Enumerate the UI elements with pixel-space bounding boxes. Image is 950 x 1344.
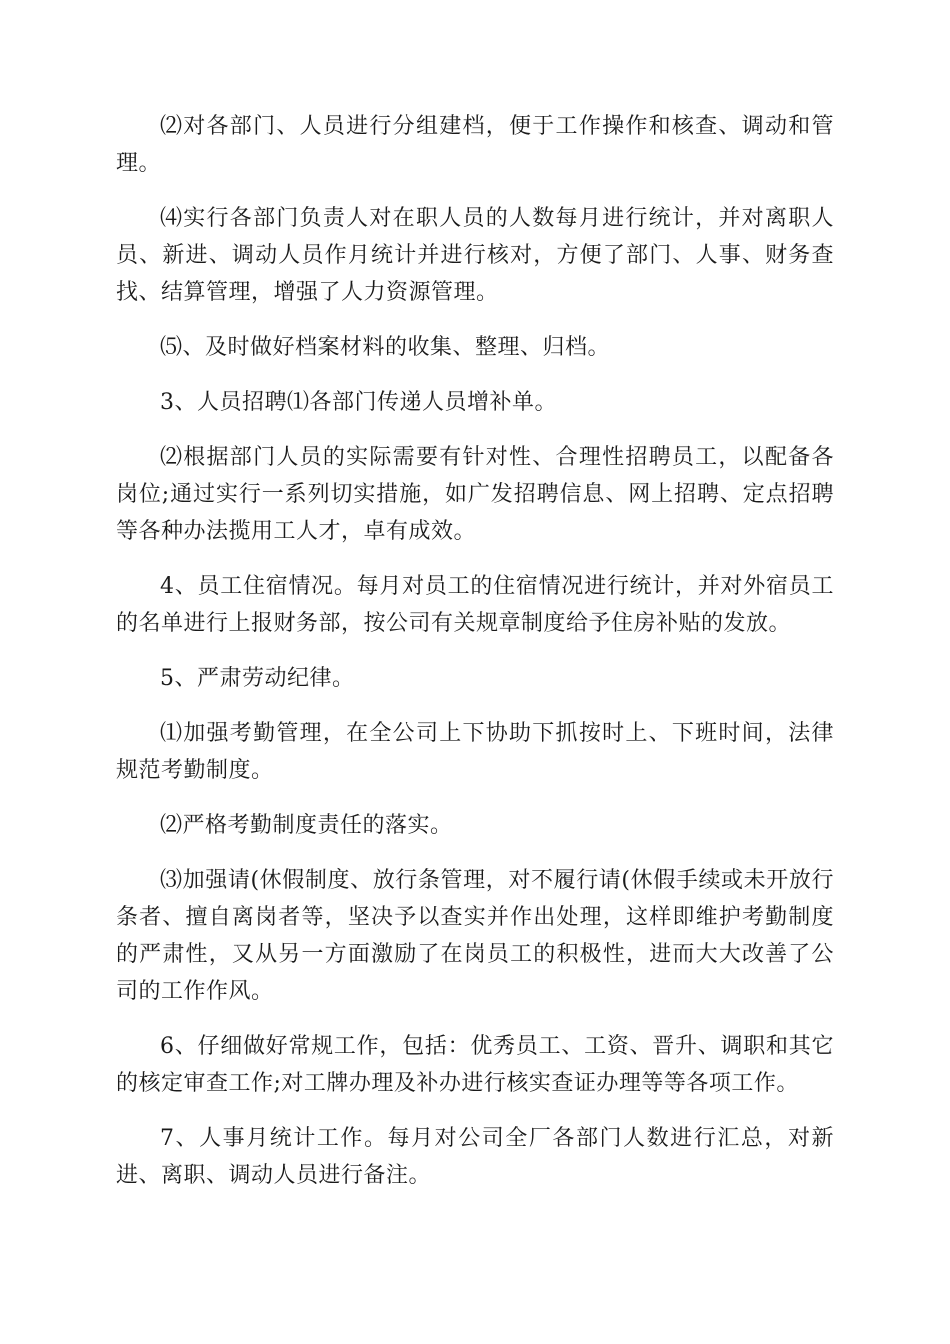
paragraph: 6、仔细做好常规工作，包括：优秀员工、工资、晋升、调职和其它的核定审查工作;对工牌办理及补办进行核实查证办理等等各项工作。 bbox=[116, 1034, 834, 1096]
paragraph: 4、员工住宿情况。每月对员工的住宿情况进行统计，并对外宿员工的名单进行上报财务部，按公司有关规章制度给予住房补贴的发放。 bbox=[116, 574, 834, 636]
paragraph: ⑴加强考勤管理，在全公司上下协助下抓按时上、下班时间，法律规范考勤制度。 bbox=[116, 721, 834, 783]
document-body bbox=[116, 108, 834, 1212]
paragraph: 3、人员招聘⑴各部门传递人员增补单。 bbox=[160, 390, 557, 415]
paragraph: ⑸、及时做好档案材料的收集、整理、归档。 bbox=[160, 335, 611, 360]
paragraph: 5、严肃劳动纪律。 bbox=[160, 666, 355, 691]
paragraph: 7、人事月统计工作。每月对公司全厂各部门人数进行汇总，对新进、离职、调动人员进行备注。 bbox=[116, 1126, 834, 1188]
paragraph: ⑵根据部门人员的实际需要有针对性、合理性招聘员工，以配备各岗位;通过实行一系列切实措施，如广发招聘信息、网上招聘、定点招聘等各种办法揽用工人才，卓有成效。 bbox=[116, 445, 834, 544]
paragraph: ⑷实行各部门负责人对在职人员的人数每月进行统计，并对离职人员、新进、调动人员作月统计并进行核对，方便了部门、人事、财务查找、结算管理，增强了人力资源管理。 bbox=[116, 206, 834, 305]
paragraph: ⑶加强请(休假制度、放行条管理，对不履行请(休假手续或未开放行条者、擅自离岗者等，坚决予以查实并作出处理，这样即维护考勤制度的严肃性，又从另一方面激励了在岗员工的积极性，进而大大改善了公司的工作作风。 bbox=[116, 868, 834, 1004]
paragraph: ⑵对各部门、人员进行分组建档，便于工作操作和核查、调动和管理。 bbox=[116, 114, 834, 176]
paragraph: ⑵严格考勤制度责任的落实。 bbox=[160, 813, 453, 838]
